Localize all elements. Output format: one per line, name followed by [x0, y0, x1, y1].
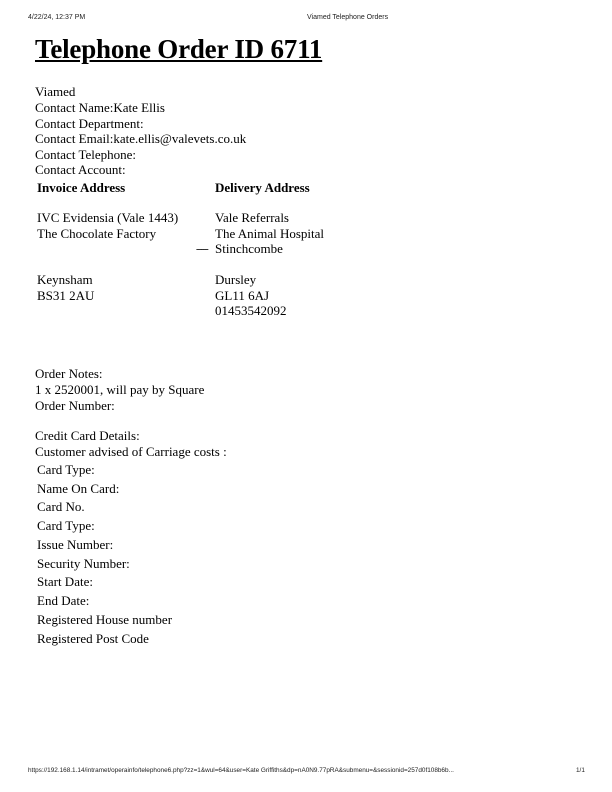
- start-date-label: Start Date:: [37, 574, 93, 589]
- print-datetime: 4/22/24, 12:37 PM: [28, 14, 86, 21]
- order-notes-label: Order Notes:: [35, 366, 103, 381]
- contact-email: Contact Email:kate.ellis@valevets.co.uk: [35, 131, 247, 146]
- contact-department: Contact Department:: [35, 116, 144, 131]
- print-page-number: 1/1: [576, 767, 585, 774]
- delivery-address-line: The Animal Hospital: [215, 226, 325, 241]
- order-notes-value: 1 x 2520001, will pay by Square: [35, 382, 205, 397]
- contact-account: Contact Account:: [35, 162, 126, 177]
- invoice-address-line: Keynsham: [37, 272, 93, 287]
- contact-name: Contact Name:Kate Ellis: [35, 100, 165, 115]
- page-title: Telephone Order ID 6711: [35, 34, 323, 64]
- security-number-label: Security Number:: [37, 556, 130, 571]
- invoice-address-line: The Chocolate Factory: [37, 226, 157, 241]
- carriage-costs-label: Customer advised of Carriage costs :: [35, 444, 227, 459]
- print-page-title: Viamed Telephone Orders: [307, 14, 389, 21]
- issue-number-label: Issue Number:: [37, 537, 114, 552]
- print-url: https://192.168.1.14/intramet/operainfo/telephone6.php?zz=1&wul=64&user=Kate Griffiths&dp=nA0N9.77pRA&submenu=&sessionid=257d0f108b6b...: [28, 767, 454, 774]
- delivery-telephone: 01453542092: [215, 303, 287, 318]
- card-type-label: Card Type:: [37, 462, 95, 477]
- delivery-address-line: Stinchcombe: [215, 241, 283, 256]
- invoice-postcode: BS31 2AU: [37, 288, 95, 303]
- order-number-label: Order Number:: [35, 398, 115, 413]
- card-type-label-2: Card Type:: [37, 518, 95, 533]
- end-date-label: End Date:: [37, 593, 90, 608]
- registered-post-code-label: Registered Post Code: [37, 631, 149, 646]
- card-number-label: Card No.: [37, 499, 85, 514]
- name-on-card-label: Name On Card:: [37, 481, 120, 496]
- delivery-address-line: Vale Referrals: [215, 210, 289, 225]
- company-name: Viamed: [35, 84, 76, 99]
- delivery-postcode: GL11 6AJ: [215, 288, 270, 303]
- credit-card-details-label: Credit Card Details:: [35, 428, 140, 443]
- delivery-address-heading: Delivery Address: [215, 180, 310, 195]
- registered-house-number-label: Registered House number: [37, 612, 173, 627]
- address-separator: -----: [196, 244, 208, 255]
- invoice-address-heading: Invoice Address: [37, 180, 126, 195]
- invoice-address-line: IVC Evidensia (Vale 1443): [37, 210, 179, 225]
- contact-telephone: Contact Telephone:: [35, 147, 137, 162]
- delivery-address-line: Dursley: [215, 272, 257, 287]
